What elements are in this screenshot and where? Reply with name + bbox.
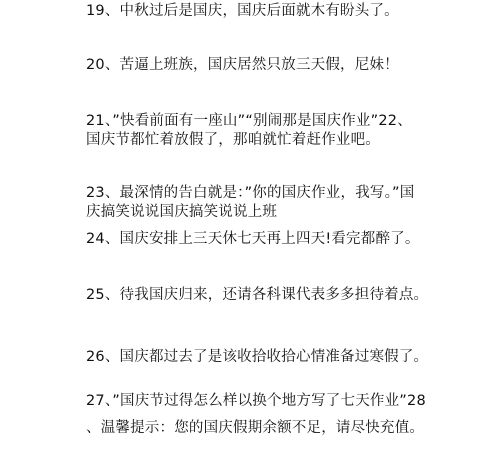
text-line-23: 23、最深情的告白就是：”你的国庆作业，我写。”国 — [86, 185, 415, 201]
text-line-28: 、温馨提示：您的国庆假期余额不足，请尽快充值。 — [86, 420, 425, 436]
text-line-21: 21、”快看前面有一座山”“别闹那是国庆作业”22、 — [86, 113, 412, 129]
text-line-22: 国庆节都忙着放假了，那咱就忙着赶作业吧。 — [86, 132, 380, 148]
text-line-24: 24、国庆安排上三天休七天再上四天!看完都醉了。 — [86, 231, 420, 247]
text-line-20: 20、苦逼上班族，国庆居然只放三天假，尼妹！ — [86, 57, 399, 73]
text-line-26: 26、国庆都过去了是该收拾收拾心情准备过寒假了。 — [86, 349, 429, 365]
text-line-19: 19、中秋过后是国庆，国庆后面就木有盼头了。 — [86, 3, 399, 19]
text-line-27: 27、”国庆节过得怎么样以换个地方写了七天作业”28 — [86, 393, 426, 409]
text-line-25: 25、待我国庆归来，还请各科课代表多多担待着点。 — [86, 287, 429, 303]
text-line-23-cont: 庆搞笑说说国庆搞笑说说上班 — [86, 204, 278, 220]
